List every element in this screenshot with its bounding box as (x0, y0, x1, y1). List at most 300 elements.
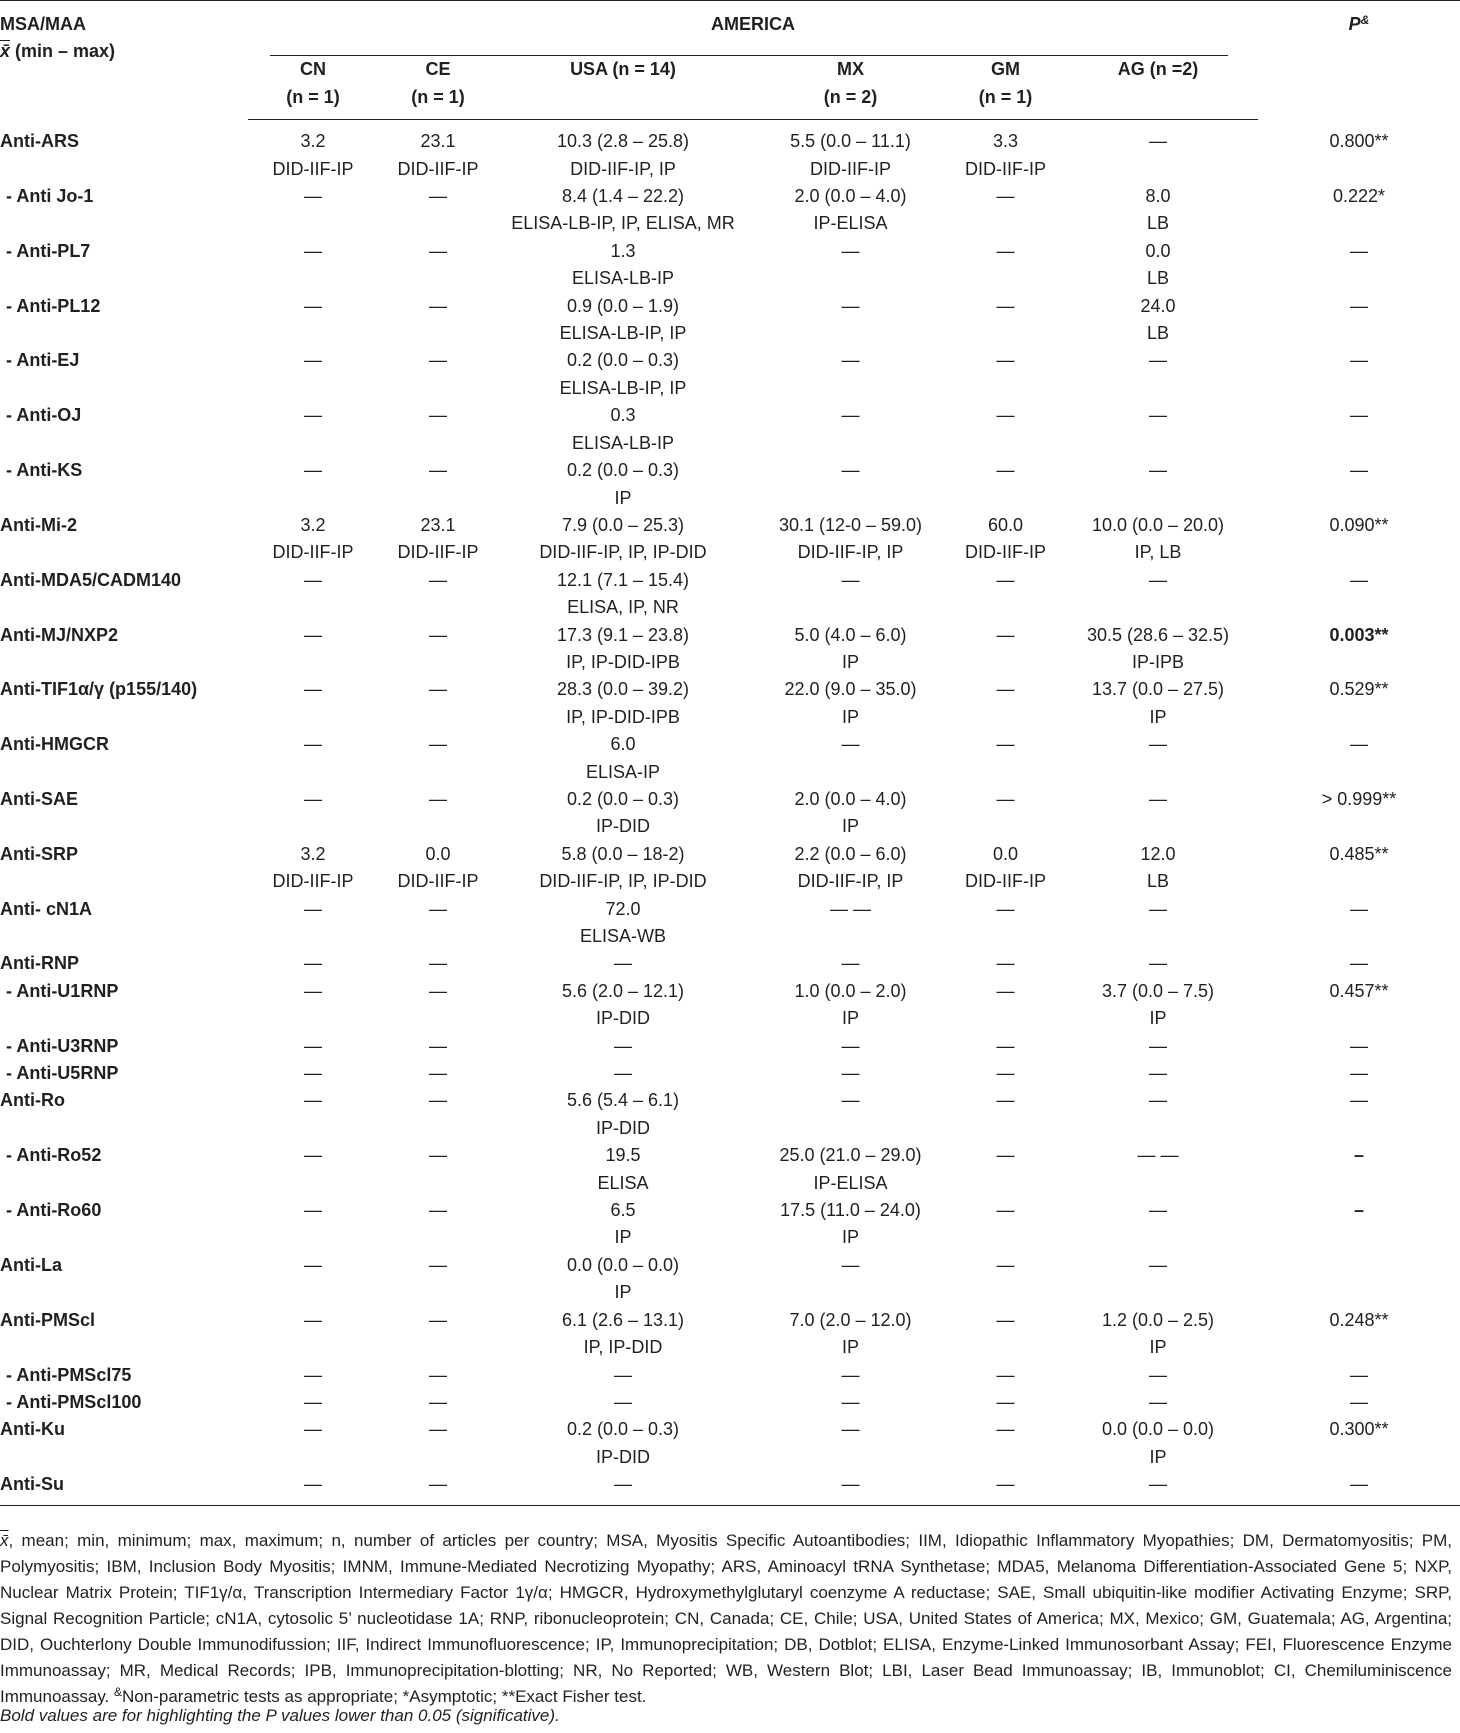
mean-range-label (0, 38, 248, 65)
cell-method: DID-IIF-IP (397, 158, 479, 179)
table-row (0, 1307, 1460, 1362)
data-cell (748, 1362, 953, 1389)
cell-method: DID-IIF-IP, IP, IP-DID (539, 542, 707, 563)
footnote-text-a: , mean; min, minimum; max, maximum; n, number of articles per country; MSA, Myositis Specific Autoantibodies; IIM, Idiopathic Inflammatory Myopathies; DM, Dermatomyositis; PM, Polymyositis; IBM, Inclusion Body Myositis; IMNM, Immune-Mediated Necrotizing Myopathy; ARS, Aminoacyl tRNA Synthetase; MDA5, Melanoma Differentiation-Associated Gene 5; NXP, Nuclear Matrix Protein; TIF1γ/α, Transcription Intermediary Factor 1γ/α; HMGCR, Hydroxymethylglutaryl coenzyme A reductase; SAE, Small ubiquitin-like modifier Activating Enzyme; SRP, Signal Recognition Particle; cN1A, cytosolic 5’ nucleotidase 1A; RNP, ribonucleoprotein; CN, Canada; CE, Chile; USA, United States of America; MX, Mexico; GM, Guatemala; AG, Argentina; DID, Ouchterlony Double Immunodifussion; IIF, Indirect Immunofluorescence; IP, Immunoprecipitation; DB, Dotblot; ELISA, Enzyme-Linked Immunosorbant Assay; FEI, Fluorescence Enzyme Immunoassay; MR, Medical Records; IPB, Immunoprecipitation-blotting; NR, No Reported; WB, Western Blot; LBI, Laser Bead Immunoassay; IB, Immunoblot; CI, Chemiluminiscence Immunoassay. (0, 1531, 1452, 1706)
data-cell (248, 183, 378, 238)
cell-method (953, 485, 1058, 510)
cell-value: 1.0 (0.0 – 2.0) (794, 980, 907, 1001)
data-cell (498, 1252, 748, 1307)
p-value: — (1350, 405, 1368, 426)
cell-method (953, 1279, 1058, 1304)
cell-value: — (1149, 350, 1167, 371)
cell-value: — (841, 1090, 860, 1111)
row-label: - Anti-U5RNP (6, 1063, 119, 1084)
cell-method (378, 1115, 498, 1140)
data-cell (748, 1252, 953, 1307)
cell-value: 23.1 (420, 514, 456, 535)
cell-method (248, 1005, 378, 1030)
data-cell (953, 1362, 1058, 1389)
cell-value: — — (829, 898, 871, 919)
cell-value: — (1149, 1035, 1167, 1056)
country-name: CE (425, 59, 451, 80)
data-cell (1058, 293, 1258, 348)
data-cell (378, 1087, 498, 1142)
p-value: 0.222* (1332, 186, 1386, 207)
data-cell (953, 786, 1058, 841)
data-cell (498, 1033, 748, 1060)
data-cell (498, 622, 748, 677)
cell-method: IP (841, 706, 859, 727)
table-row (0, 120, 1460, 183)
cell-value: — (841, 569, 860, 590)
cell-method (748, 1115, 953, 1140)
data-cell (1058, 120, 1258, 183)
cell-value: 19.5 (605, 1145, 641, 1166)
country-count: (n = 1) (286, 86, 340, 107)
data-cell (1058, 512, 1258, 567)
cell-method: DID-IIF-IP (965, 158, 1046, 179)
cell-method: ELISA-LB-IP (571, 268, 675, 289)
data-cell (498, 567, 748, 622)
cell-value: 3.2 (300, 843, 326, 864)
data-cell (248, 676, 378, 731)
cell-value: 3.7 (0.0 – 7.5) (1101, 980, 1215, 1001)
data-cell (498, 1197, 748, 1252)
cell-method (378, 1444, 498, 1469)
cell-value: — (429, 350, 447, 371)
cell-method (378, 210, 498, 235)
cell-method: DID-IIF-IP, IP (797, 542, 904, 563)
cell-value: 1.2 (0.0 – 2.5) (1101, 1309, 1215, 1330)
cell-value: — (996, 1364, 1015, 1385)
country-name: GM (991, 59, 1020, 80)
data-cell (748, 293, 953, 348)
p-label: P (1348, 14, 1361, 34)
data-cell (378, 1416, 498, 1471)
data-cell (748, 1033, 953, 1060)
cell-method (748, 375, 953, 400)
cell-value: — (304, 734, 322, 755)
data-cell (378, 238, 498, 293)
cell-value: — (304, 405, 322, 426)
cell-method: IP-IPB (1131, 651, 1184, 672)
data-cell (748, 978, 953, 1033)
cell-value: 3.3 (992, 131, 1019, 152)
cell-value: — (1149, 460, 1167, 481)
cell-method: DID-IIF-IP (272, 871, 354, 892)
cell-value: 72.0 (605, 898, 641, 919)
cell-method: IP (841, 651, 859, 672)
table-row (0, 512, 1460, 567)
data-cell (248, 950, 378, 977)
column-header-country (248, 56, 378, 119)
data-cell (378, 293, 498, 348)
table-row (0, 1252, 1460, 1307)
cell-value: — (996, 1063, 1015, 1084)
data-cell (498, 120, 748, 183)
data-cell (1058, 1033, 1258, 1060)
cell-method (378, 1170, 498, 1195)
cell-method (378, 265, 498, 290)
data-cell (248, 567, 378, 622)
table-row (0, 347, 1460, 402)
cell-value: 0.2 (0.0 – 0.3) (566, 460, 680, 481)
cell-value: — (1149, 569, 1167, 590)
cell-method (953, 759, 1058, 784)
cell-value: — (429, 1063, 447, 1084)
data-cell (748, 1416, 953, 1471)
cell-method: IP (1149, 706, 1167, 727)
data-cell (378, 622, 498, 677)
cell-method (1058, 923, 1258, 948)
data-cell (498, 676, 748, 731)
data-cell (748, 120, 953, 183)
p-value: — (1350, 460, 1368, 481)
country-count (1058, 84, 1258, 111)
data-cell (748, 1471, 953, 1505)
cell-method: LB (1146, 323, 1170, 344)
p-value: 0.800** (1329, 130, 1389, 151)
cell-value: — (304, 569, 322, 590)
data-cell (378, 402, 498, 457)
data-cell (953, 512, 1058, 567)
cell-value: — (614, 1474, 632, 1495)
data-cell (248, 1471, 378, 1505)
cell-value: — (841, 1474, 860, 1495)
cell-value: — (996, 350, 1015, 371)
cell-value: — (429, 679, 447, 700)
p-sup: & (1360, 13, 1370, 27)
cell-method (1058, 485, 1258, 510)
data-cell (248, 457, 378, 512)
data-cell (378, 1362, 498, 1389)
footnote-text-b: Non-parametric tests as appropriate; *Asymptotic; **Exact Fisher test. (122, 1687, 647, 1706)
cell-method (953, 320, 1058, 345)
data-cell (748, 1087, 953, 1142)
data-cell (498, 457, 748, 512)
data-cell (498, 1362, 748, 1389)
cell-value: — (996, 1474, 1015, 1495)
data-cell (498, 512, 748, 567)
table-row (0, 786, 1460, 841)
row-label: Anti-MJ/NXP2 (0, 624, 119, 645)
cell-value: — (841, 953, 860, 974)
table-row (0, 1087, 1460, 1142)
cell-value: 24.0 (1140, 295, 1176, 316)
data-cell (953, 1252, 1058, 1307)
data-cell (248, 1416, 378, 1471)
data-cell (1058, 1252, 1258, 1307)
cell-value: 0.0 (992, 843, 1019, 864)
country-count (498, 84, 748, 111)
cell-value: — (841, 295, 860, 316)
cell-method: ELISA-WB (579, 926, 667, 946)
cell-value: 30.5 (28.6 – 32.5) (1086, 624, 1230, 645)
cell-value: — (429, 1364, 447, 1385)
cell-value: 0.0 (425, 843, 451, 864)
data-cell (378, 1307, 498, 1362)
cell-method (1058, 375, 1258, 400)
cell-method (378, 1005, 498, 1030)
data-cell (248, 347, 378, 402)
cell-method (378, 375, 498, 400)
cell-method: IP (614, 487, 632, 508)
data-cell (748, 402, 953, 457)
bold-note: Bold values are for highlighting the P values lower than 0.05 (significative). (0, 1706, 560, 1725)
data-cell (953, 731, 1058, 786)
data-cell (378, 841, 498, 896)
data-cell (748, 1060, 953, 1087)
cell-method (248, 265, 378, 290)
cell-value: — (841, 350, 860, 371)
cell-value: 5.8 (0.0 – 18-2) (561, 843, 685, 864)
data-cell (1058, 1087, 1258, 1142)
cell-method (378, 649, 498, 674)
row-label: Anti-SRP (0, 843, 78, 864)
data-cell (748, 1307, 953, 1362)
cell-value: — (429, 1035, 447, 1056)
data-cell (1058, 950, 1258, 977)
table-body (0, 120, 1460, 1505)
data-cell (378, 512, 498, 567)
cell-method (248, 1224, 378, 1249)
row-label: - Anti-PMScl75 (6, 1364, 132, 1385)
cell-value: — (996, 460, 1015, 481)
cell-method: DID-IIF-IP (272, 158, 354, 179)
cell-method: IP (841, 1227, 859, 1248)
p-value: — (1350, 898, 1368, 919)
cell-value: 0.9 (0.0 – 1.9) (566, 295, 680, 316)
cell-value: — (996, 980, 1015, 1001)
cell-method (748, 485, 953, 510)
data-cell (1058, 622, 1258, 677)
data-cell (953, 120, 1058, 183)
cell-method (378, 759, 498, 784)
msa-label: MSA/MAA (0, 14, 86, 34)
cell-value: — (429, 569, 447, 590)
cell-value: — (1149, 898, 1167, 919)
p-value: – (1353, 1145, 1364, 1166)
data-cell (953, 676, 1058, 731)
cell-method (748, 759, 953, 784)
cell-method (953, 704, 1058, 729)
cell-value: — (304, 898, 322, 919)
cell-value: — (429, 295, 447, 316)
cell-method: IP (841, 816, 859, 837)
data-cell (498, 841, 748, 896)
data-cell (1058, 978, 1258, 1033)
data-cell (498, 1416, 748, 1471)
data-cell (1058, 1389, 1258, 1416)
p-value: 0.457** (1329, 980, 1389, 1001)
data-cell (953, 622, 1058, 677)
cell-value: — (304, 186, 322, 207)
cell-value: — (614, 1063, 632, 1084)
cell-value: — (429, 1391, 447, 1412)
cell-value: — (841, 240, 860, 261)
cell-value: — (841, 1364, 860, 1385)
data-cell (498, 1307, 748, 1362)
cell-value: 5.5 (0.0 – 11.1) (790, 131, 911, 152)
data-cell (1058, 786, 1258, 841)
cell-value: 0.0 (0.0 – 0.0) (1101, 1419, 1215, 1440)
data-cell (248, 1362, 378, 1389)
data-cell (953, 1307, 1058, 1362)
data-cell (953, 402, 1058, 457)
table-row (0, 1471, 1460, 1505)
cell-method (378, 1279, 498, 1304)
cell-method (953, 1444, 1058, 1469)
data-cell (953, 347, 1058, 402)
cell-value: — (996, 953, 1015, 974)
data-cell (953, 1389, 1058, 1416)
cell-method: IP (614, 1282, 632, 1303)
cell-method: DID-IIF-IP (810, 158, 891, 179)
cell-method (248, 1115, 378, 1140)
cell-method (748, 594, 953, 619)
cell-value: — (429, 240, 447, 261)
cell-value: — (304, 1254, 322, 1275)
cell-method (1058, 1279, 1258, 1304)
cell-method (378, 813, 498, 838)
data-cell (498, 183, 748, 238)
cell-value: — (304, 1145, 322, 1166)
data-cell (748, 731, 953, 786)
cell-method (748, 320, 953, 345)
cell-method (248, 1279, 378, 1304)
cell-value: 8.0 (1145, 186, 1171, 207)
data-cell (248, 1307, 378, 1362)
cell-method: IP (1149, 1446, 1167, 1467)
cell-value: — (996, 1090, 1015, 1111)
cell-method (953, 210, 1058, 235)
data-cell (953, 896, 1058, 951)
cell-value: 60.0 (987, 514, 1024, 535)
cell-value: — (304, 1474, 322, 1495)
cell-method (748, 923, 953, 948)
data-cell (248, 1142, 378, 1197)
cell-method: DID-IIF-IP (397, 871, 479, 892)
data-cell (378, 1142, 498, 1197)
data-cell (498, 347, 748, 402)
cell-value: — (1149, 1063, 1167, 1084)
cell-method (248, 485, 378, 510)
table-row (0, 896, 1460, 951)
column-header-country (748, 56, 953, 119)
cell-method (748, 430, 953, 455)
cell-method (1058, 813, 1258, 838)
data-cell (1058, 1060, 1258, 1087)
data-cell (498, 731, 748, 786)
cell-method (248, 813, 378, 838)
data-cell (248, 978, 378, 1033)
data-cell (248, 1087, 378, 1142)
row-label: Anti-Su (0, 1471, 248, 1505)
data-cell (748, 676, 953, 731)
p-value: — (1350, 569, 1368, 590)
table-row (0, 238, 1460, 293)
data-cell (248, 731, 378, 786)
cell-method (378, 594, 498, 619)
cell-value: — (429, 1419, 447, 1440)
cell-value: 25.0 (21.0 – 29.0) (779, 1145, 922, 1166)
cell-method: IP (841, 1337, 859, 1358)
cell-method (248, 1170, 378, 1195)
cell-value: 6.1 (2.6 – 13.1) (561, 1309, 685, 1330)
cell-value: — — (1137, 1145, 1179, 1166)
cell-value: 12.1 (7.1 – 15.4) (556, 569, 690, 590)
cell-value: — (1149, 953, 1167, 974)
cell-method (248, 1334, 378, 1359)
p-value: 0.485** (1329, 843, 1389, 864)
cell-method (378, 923, 498, 948)
data-cell (748, 896, 953, 951)
xbar-symbol: x̄ (0, 41, 11, 62)
data-cell (378, 183, 498, 238)
cell-value: — (429, 953, 447, 974)
cell-method (248, 210, 378, 235)
data-cell (748, 347, 953, 402)
cell-value: 3.2 (300, 514, 326, 535)
data-cell (953, 238, 1058, 293)
country-name: MX (837, 59, 864, 80)
row-label: - Anti-EJ (6, 350, 80, 371)
row-label: - Anti-OJ (6, 405, 82, 426)
data-cell (1058, 1142, 1258, 1197)
table-row (0, 1060, 1460, 1087)
cell-value: — (996, 1419, 1015, 1440)
cell-value: — (429, 788, 447, 809)
cell-method (953, 375, 1058, 400)
column-header-country (498, 56, 748, 119)
p-value: > 0.999** (1321, 788, 1397, 809)
cell-value: — (1149, 734, 1167, 755)
mean-range-text: (min – max) (10, 41, 116, 62)
cell-value: — (1149, 131, 1167, 152)
cell-value: — (614, 1035, 632, 1056)
data-cell (498, 786, 748, 841)
cell-method (248, 320, 378, 345)
table-row (0, 622, 1460, 677)
cell-value: 1.3 (610, 240, 636, 261)
cell-value: 0.0 (0.0 – 0.0) (566, 1254, 680, 1275)
table-row (0, 731, 1460, 786)
data-cell (1058, 676, 1258, 731)
cell-method: DID-IIF-IP (965, 542, 1046, 563)
cell-value: — (304, 624, 322, 645)
cell-value: — (996, 240, 1015, 261)
p-value: 0.090** (1329, 514, 1389, 535)
data-cell (378, 1252, 498, 1307)
cell-value: — (304, 953, 322, 974)
data-cell (378, 1197, 498, 1252)
p-header (1258, 0, 1460, 120)
cell-value: 6.5 (610, 1200, 636, 1221)
data-cell (378, 120, 498, 183)
cell-method (953, 1005, 1058, 1030)
cell-value: 10.3 (2.8 – 25.8) (556, 131, 690, 152)
cell-value: — (996, 1035, 1015, 1056)
cell-value: — (429, 1090, 447, 1111)
data-cell (378, 347, 498, 402)
cell-value: — (1149, 1474, 1167, 1495)
data-cell (1058, 731, 1258, 786)
row-label: Anti-TIF1α/γ (p155/140) (0, 679, 198, 700)
row-label: - Anti-Ro60 (6, 1200, 102, 1221)
data-cell (748, 1197, 953, 1252)
data-cell (1058, 1471, 1258, 1505)
data-cell (1058, 238, 1258, 293)
